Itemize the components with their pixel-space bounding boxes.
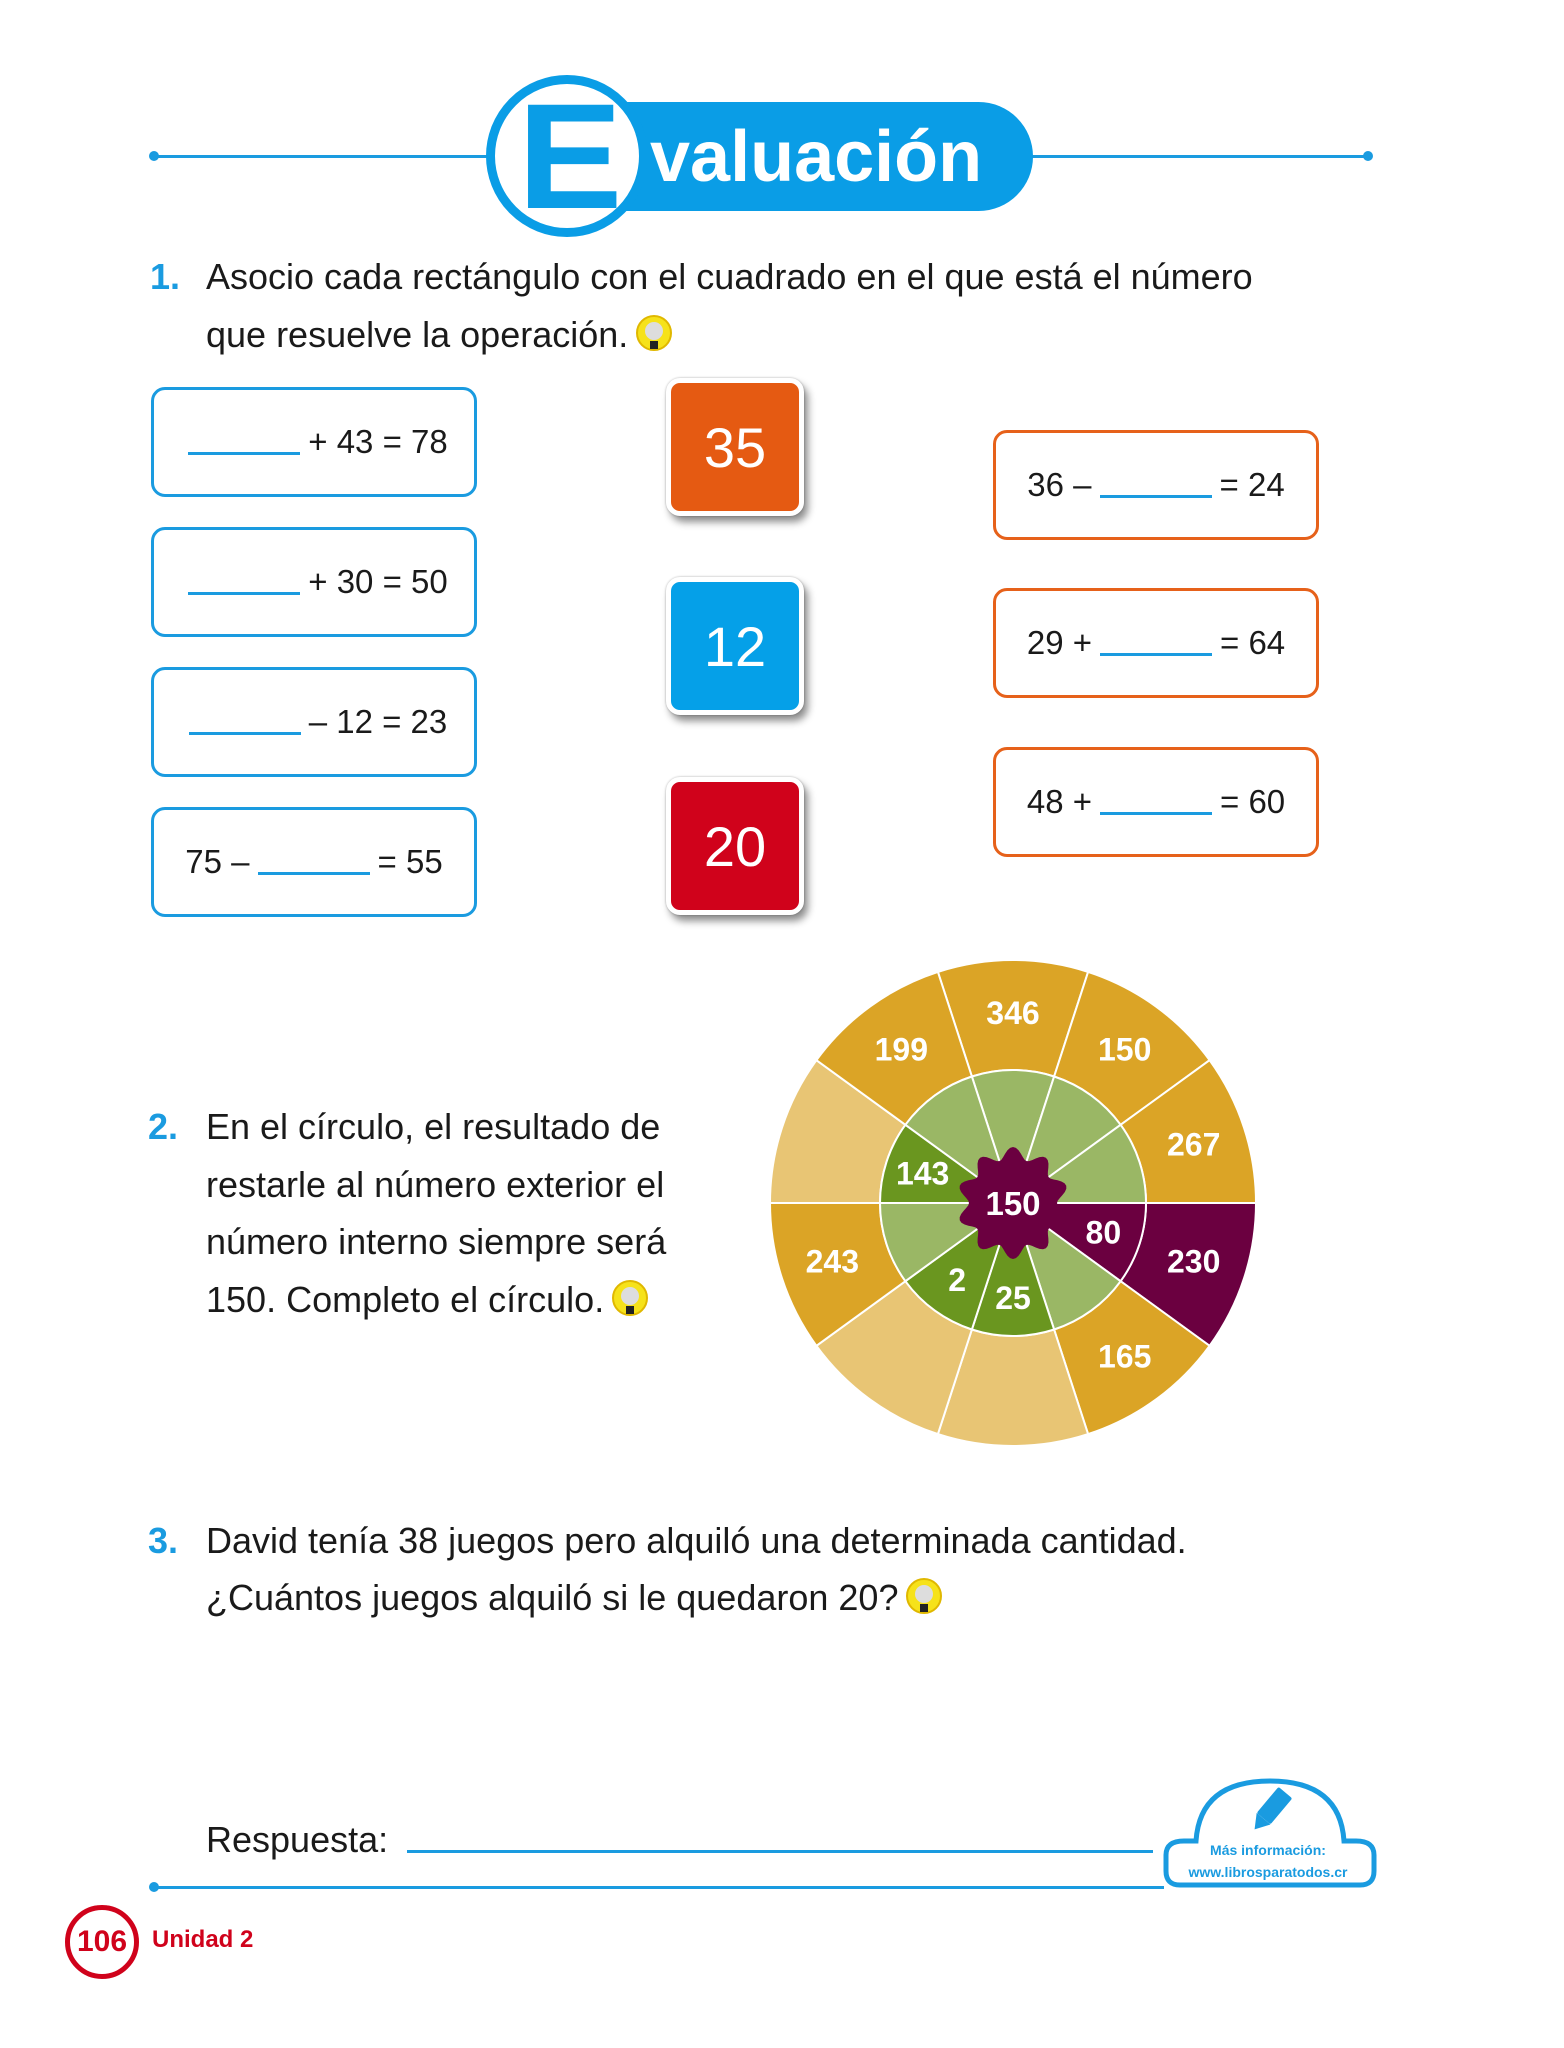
equation-after: + 43 = 78 [308,423,448,460]
equation-box-left-4[interactable] [151,807,477,917]
equation-box-left-3[interactable] [151,667,477,777]
lightbulb-icon [904,1578,944,1622]
lightbulb-icon [634,315,674,359]
outer-value: 165 [1097,1338,1152,1375]
question-1-line2 [206,306,674,364]
equation-after: + 30 = 50 [308,563,448,600]
outer-value: 346 [986,995,1040,1031]
answer-blank[interactable] [258,849,370,875]
equation-box-left-2[interactable] [151,527,477,637]
page-number: 106 [65,1905,139,1979]
equation-box-right-3[interactable] [993,747,1319,857]
inner-value: 80 [1085,1214,1122,1251]
outer-value: 150 [1097,1031,1152,1068]
outer-value: 230 [1167,1243,1221,1280]
equation-after: = 60 [1220,783,1286,820]
question-3-number: 3. [148,1520,179,1561]
question-1-text: que resuelve la operación. [206,314,629,355]
question-3-line1: David tenía 38 juegos pero alquiló una determinada cantidad. [206,1520,1187,1561]
question-2-line1: En el círculo, el resultado de [206,1106,661,1147]
question-2-line3: número interno siempre será [206,1221,667,1262]
question-1-line1: Asocio cada rectángulo con el cuadrado en el que está el número [206,256,1253,297]
outer-value: 199 [874,1031,929,1068]
answer-blank[interactable] [1100,789,1212,815]
answer-blank[interactable] [188,569,300,595]
equation-box-left-1[interactable] [151,387,477,497]
equation-before: 48 + [1026,783,1092,820]
header-line-left [154,155,494,158]
header-dot-right [1363,151,1373,161]
inner-value: 143 [895,1155,950,1192]
equation-after: = 55 [377,843,443,880]
answer-blank[interactable] [189,709,301,735]
inner-value: 2 [948,1261,967,1298]
equation-before: 75 – [185,843,250,880]
center-value: 150 [985,1185,1041,1222]
page-title: valuación [650,117,983,197]
number-square-12[interactable]: 12 [666,577,804,715]
number-square-20[interactable]: 20 [666,777,804,915]
equation-box-right-2[interactable] [993,588,1319,698]
equation-before: 36 – [1027,466,1092,503]
lightbulb-icon [610,1280,650,1324]
inner-value: 25 [995,1280,1031,1316]
answer-blank[interactable] [1100,472,1212,498]
equation-before: 29 + [1026,624,1092,661]
header-line-right [1030,155,1368,158]
info-label: Más información: [1210,1842,1326,1858]
answer-label: Respuesta: [206,1819,389,1860]
equation-box-right-1[interactable] [993,430,1319,540]
outer-value: 243 [805,1243,859,1280]
header-dot-left [149,151,159,161]
question-1-number: 1. [150,256,181,297]
outer-value: 267 [1167,1126,1221,1163]
answer-input-line[interactable] [407,1850,1153,1853]
question-2-number: 2. [148,1106,179,1147]
question-2-line2: restarle al número exterior el [206,1164,665,1205]
info-url[interactable]: www.librosparatodos.cr [1188,1864,1348,1880]
question-2-text: 150. Completo el círculo. [206,1279,605,1320]
equation-after: = 24 [1219,466,1285,503]
footer-line [154,1886,1164,1889]
answer-blank[interactable] [1100,630,1212,656]
question-3-line2 [206,1569,944,1627]
footer-dot [149,1882,159,1892]
equation-after: = 64 [1220,624,1286,661]
unit-label: Unidad 2 [152,1926,254,1953]
number-square-35[interactable]: 35 [666,378,804,516]
title-initial: E [517,72,623,240]
number-wheel [763,953,1263,1453]
equation-after: – 12 = 23 [308,703,448,740]
question-2-line4 [206,1271,650,1329]
answer-blank[interactable] [188,429,300,455]
question-3-text: ¿Cuántos juegos alquiló si le quedaron 20? [206,1577,899,1618]
